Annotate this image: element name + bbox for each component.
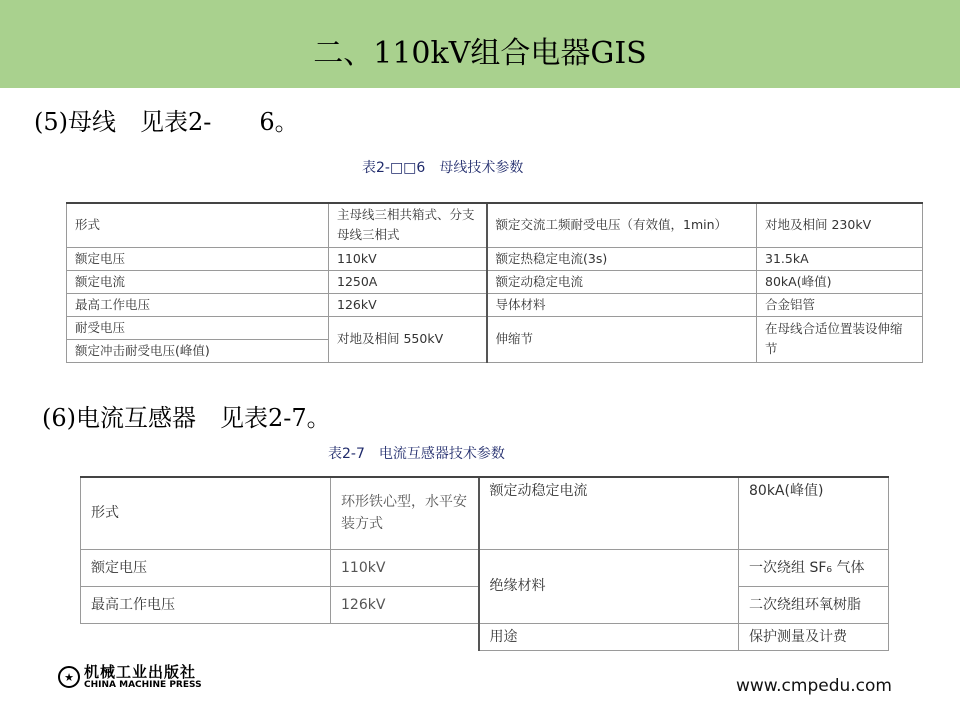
publisher-logo — [58, 662, 202, 692]
table-cell: 主母线三相共箱式、分支母线三相式 — [329, 203, 487, 247]
table-cell: 最高工作电压 — [81, 586, 331, 623]
table-row — [81, 623, 889, 650]
current-transformer-parameters-table — [80, 476, 889, 651]
table-row — [67, 203, 923, 247]
table-cell: 在母线合适位置装设伸缩节 — [757, 316, 923, 362]
table-row — [67, 316, 923, 339]
table-cell: 31.5kA — [757, 247, 923, 270]
table-row — [81, 549, 889, 586]
table-cell: 额定交流工频耐受电压（有效值，1min） — [487, 203, 757, 247]
table-cell: 80kA(峰值) — [757, 270, 923, 293]
table-cell: 用途 — [479, 623, 739, 650]
table-cell — [331, 623, 479, 650]
section-heading-busbar: (5)母线 见表2- 6。 — [34, 108, 299, 136]
table-cell: 1250A — [329, 270, 487, 293]
table-cell: 形式 — [81, 477, 331, 549]
title-bar — [0, 0, 960, 88]
website-url: www.cmpedu.com — [736, 676, 892, 696]
busbar-parameters-table — [66, 202, 923, 363]
table-cell: 80kA(峰值) — [739, 477, 889, 549]
table-cell: 形式 — [67, 203, 329, 247]
table-row — [67, 247, 923, 270]
table-cell: 耐受电压 — [67, 316, 329, 339]
publisher-name-en: CHINA MACHINE PRESS — [84, 679, 202, 690]
table-cell: 额定电流 — [67, 270, 329, 293]
table-cell: 二次绕组环氧树脂 — [739, 586, 889, 623]
table-cell: 110kV — [329, 247, 487, 270]
table-cell: 126kV — [329, 293, 487, 316]
table-row — [81, 477, 889, 549]
table-cell: 导体材料 — [487, 293, 757, 316]
table-cell: 伸缩节 — [487, 316, 757, 362]
table-cell: 一次绕组 SF₆ 气体 — [739, 549, 889, 586]
table-cell: 对地及相间 230kV — [757, 203, 923, 247]
table-cell: 额定冲击耐受电压(峰值) — [67, 339, 329, 362]
table-cell: 额定动稳定电流 — [487, 270, 757, 293]
table-caption-current-transformer: 表2-7 电流互感器技术参数 — [328, 446, 505, 462]
table-cell: 126kV — [331, 586, 479, 623]
publisher-name-cn: 机械工业出版社 — [84, 662, 197, 681]
table-cell — [81, 623, 331, 650]
table-row — [67, 293, 923, 316]
table-cell: 110kV — [331, 549, 479, 586]
table-caption-busbar: 表2-□□6 母线技术参数 — [362, 160, 524, 176]
table-cell: 额定电压 — [67, 247, 329, 270]
table-cell: 最高工作电压 — [67, 293, 329, 316]
table-cell: 对地及相间 550kV — [329, 316, 487, 362]
table-cell: 额定动稳定电流 — [479, 477, 739, 549]
table-cell: 环形铁心型，水平安装方式 — [331, 477, 479, 549]
table-cell: 保护测量及计费 — [739, 623, 889, 650]
table-cell: 额定热稳定电流(3s) — [487, 247, 757, 270]
table-row — [67, 270, 923, 293]
star-gear-icon: ★ — [58, 666, 80, 688]
table-cell: 合金铝管 — [757, 293, 923, 316]
table-cell: 额定电压 — [81, 549, 331, 586]
section-heading-current-transformer: (6)电流互感器 见表2-7。 — [42, 404, 331, 432]
table-cell: 绝缘材料 — [479, 549, 739, 623]
slide-title: 二、110kV组合电器GIS — [313, 36, 647, 71]
